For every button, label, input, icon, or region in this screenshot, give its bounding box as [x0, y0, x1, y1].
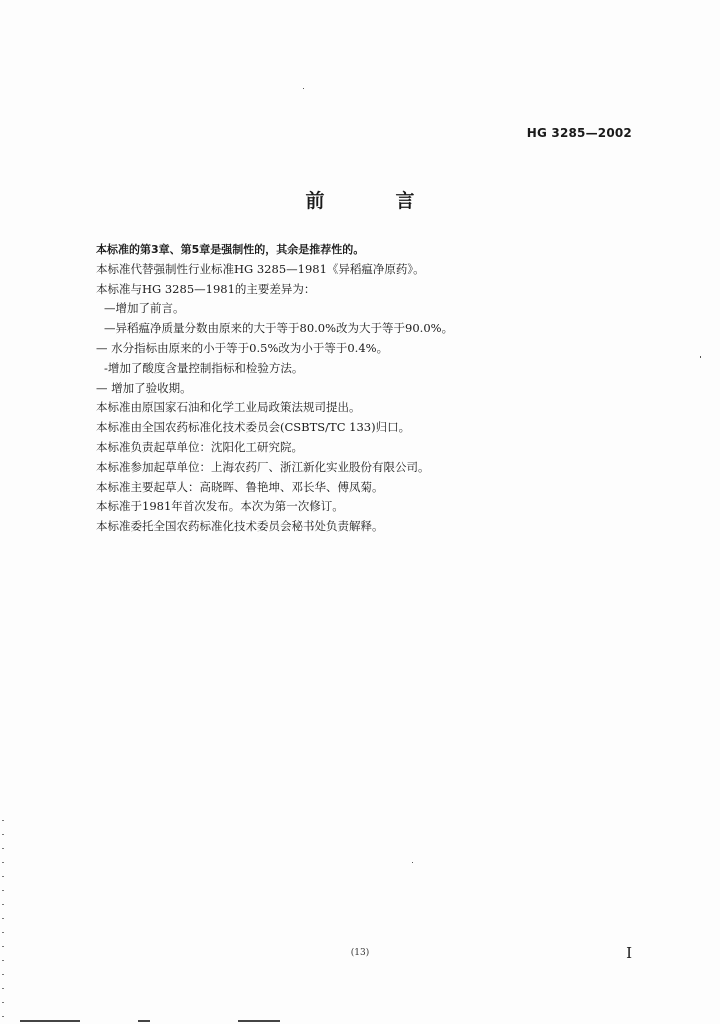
paragraph-first-issued: 本标准于1981年首次发布。本次为第一次修订。: [96, 499, 344, 514]
paragraph-participating-units: 本标准参加起草单位：上海农药厂、浙江新化实业股份有限公司。: [96, 459, 430, 474]
list-item-difference-3: — 水分指标由原来的小于等于0.5%改为小于等于0.4%。: [96, 340, 389, 355]
page-number: (13): [350, 948, 370, 958]
scan-speck: [303, 88, 304, 89]
scan-bottom-mark: [238, 1020, 280, 1022]
preface-body: [96, 240, 656, 537]
paragraph-centralized-by: 本标准由全国农药标准化技术委员会(CSBTS/TC 133)归口。: [96, 420, 411, 435]
paragraph-differences-intro: 本标准与HG 3285—1981的主要差异为：: [96, 281, 316, 296]
list-item-difference-5: — 增加了验收期。: [96, 380, 192, 395]
scan-speck: [700, 356, 701, 358]
scan-edge-marks: [2, 820, 4, 1020]
page-title: 前 言: [305, 190, 441, 212]
paragraph-drafting-unit: 本标准负责起草单位：沈阳化工研究院。: [96, 439, 303, 454]
standard-code: HG 3285—2002: [526, 126, 632, 140]
paragraph-interpretation: 本标准委托全国农药标准化技术委员会秘书处负责解释。: [96, 519, 384, 534]
paragraph-replaces: 本标准代替强制性行业标准HG 3285—1981《异稻瘟净原药》。: [96, 261, 425, 276]
list-item-difference-4: -增加了酸度含量控制指标和检验方法。: [104, 360, 304, 375]
paragraph-mandatory-note: 本标准的第3章、第5章是强制性的，其余是推荐性的。: [96, 243, 365, 256]
list-item-difference-2: —异稻瘟净质量分数由原来的大于等于80.0%改为大于等于90.0%。: [104, 321, 454, 336]
scan-bottom-mark: [138, 1020, 150, 1022]
scan-bottom-mark: [20, 1020, 80, 1022]
paragraph-proposed-by: 本标准由原国家石油和化学工业局政策法规司提出。: [96, 400, 361, 415]
paragraph-drafters: 本标准主要起草人：高晓晖、鲁艳坤、邓长华、傅凤菊。: [96, 479, 384, 494]
roman-page-numeral: I: [626, 944, 632, 962]
list-item-difference-1: —增加了前言。: [104, 301, 185, 316]
scan-speck: [412, 862, 413, 863]
